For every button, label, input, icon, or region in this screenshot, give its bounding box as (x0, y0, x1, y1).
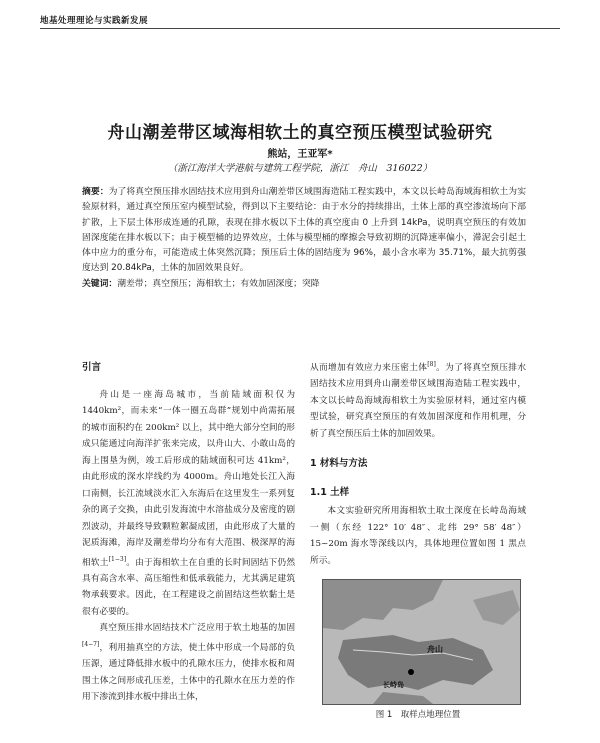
sampling-point-marker (408, 669, 414, 675)
intro-paragraph-2 (82, 620, 295, 705)
intro-p2-end: ，利用抽真空的方法，使土体中形成一个局部的负压源，通过降低排水板中的孔隙水压力，使排水板和周围土体之间形成孔压差，土体中的孔隙水在压力差的作用下渗流到排水板中排出土体， (82, 642, 295, 703)
intro-p2-citation: [4−7] (82, 640, 100, 648)
keywords-label: 关键词： (82, 278, 118, 289)
continued-paragraph (310, 357, 526, 442)
abstract-label: 摘要： (82, 187, 109, 197)
intro-p1-citation: [1−3] (108, 555, 127, 563)
keywords (82, 277, 526, 292)
intro-p1-end: 。由于海相软土在自重的长时间固结下仍然具有高含水率、高压缩性和低承载能力，尤其满足建筑物承载要求。因此，在工程建设之前固结这些软黏土是很有必要的。 (82, 557, 296, 617)
intro-p2-text: 真空预压排水固结技术广泛应用于软土地基的加固 (99, 623, 295, 634)
right-column (310, 357, 526, 569)
authors: 熊站，王亚军* (267, 149, 333, 160)
cont-end: 。为了将真空预压排水固结技术应用到舟山潮差带区域围海造陆工程实践中，本文以长峙岛海域海相软土为实验原材料，通过室内模型试验，研究真空预压的有效加固深度和作用机理，分析了真空预压后土体的加固效果。 (310, 362, 527, 439)
running-header: 地基处理理论与实践新发展 (40, 16, 149, 26)
cont-text: 从而增加有效应力来压密土体 (310, 362, 428, 373)
intro-paragraph-1 (82, 387, 295, 621)
map-graphic (323, 580, 520, 704)
figure-caption: 图 1 取样点地理位置 (375, 710, 461, 720)
section-1-heading: 1 材料与方法 (310, 458, 368, 470)
keywords-text: 潮差带；真空预压；海相软土；有效加固深度；突降 (117, 278, 320, 289)
intro-p1-text: 舟山是一座海岛城市，当前陆域面积仅为 1440km²，而未来“一体一圈五岛群”规划中尚需拓展的城市面积约在 200km² 以上，其中绝大部分空间的形成只能通过向海洋扩张来完成，以舟山大、小敢山岛的海上围垦为例，竣工后形成的陆域面积可达 41km²，由此形成的深水岸线约为 4000m。舟山地处长江入海口南侧，长江流域淡水汇入东海后在这里发生一系列复杂的离子交换，由此引发海流中水溶盐成分及密度的剧烈波动，并最终导致颗粒絮凝成团，由此形成了大量的泥质海滩，海岸及潮差带均分布有大范围、极深厚的海相软土 (82, 389, 295, 568)
abstract-body (82, 185, 526, 277)
cont-citation: [8] (427, 361, 436, 368)
paper-title: 舟山潮差带区域海相软土的真空预压模型试验研究 (107, 123, 493, 143)
location-map-figure (322, 579, 521, 705)
left-column (82, 360, 295, 706)
affiliation: （浙江海洋大学港航与建筑工程学院，浙江 舟山 316022） (167, 163, 433, 174)
section-1-1-heading: 1.1 土样 (310, 486, 350, 498)
map-place-label-2: 长峙岛 (383, 681, 404, 689)
abstract (82, 185, 526, 292)
intro-heading: 引言 (82, 362, 102, 373)
section-1-1-text: 本文实验研究所用海相软土取土深度在长峙岛海域一侧（东经 122° 10′ 48″、北纬 29° 58′ 48″）15~20m 海水等深线以内，具体地理位置如图 1 黑点所示。 (310, 506, 526, 566)
header-rule (40, 28, 560, 29)
map-place-label: 舟山 (427, 645, 443, 654)
abstract-text: 为了将真空预压排水固结技术应用到舟山潮差带区域围海造陆工程实践中，本文以长峙岛海域海相软土为实验原材料，通过真空预压室内模型试验，得到以下主要结论：由于水分的持续排出，土体上部的真空渗流场向下部扩散，上下层土体形成连通的孔隙，表现在排水板以下土体的真空度由 0 上升到 14kPa，说明真空预压的有效加固深度能在排水板以下；由于模型桶的边界效应，土体与模型桶的摩擦会导致初期的沉降速率偏小，滞泥会引起土体中应力的重分布，可能造成土体突然沉降；预压后土体的固结度为 96%，最小含水率为 35.71%，最大抗剪强度达到 20.84kPa，土体的加固效果良好。 (82, 187, 526, 274)
